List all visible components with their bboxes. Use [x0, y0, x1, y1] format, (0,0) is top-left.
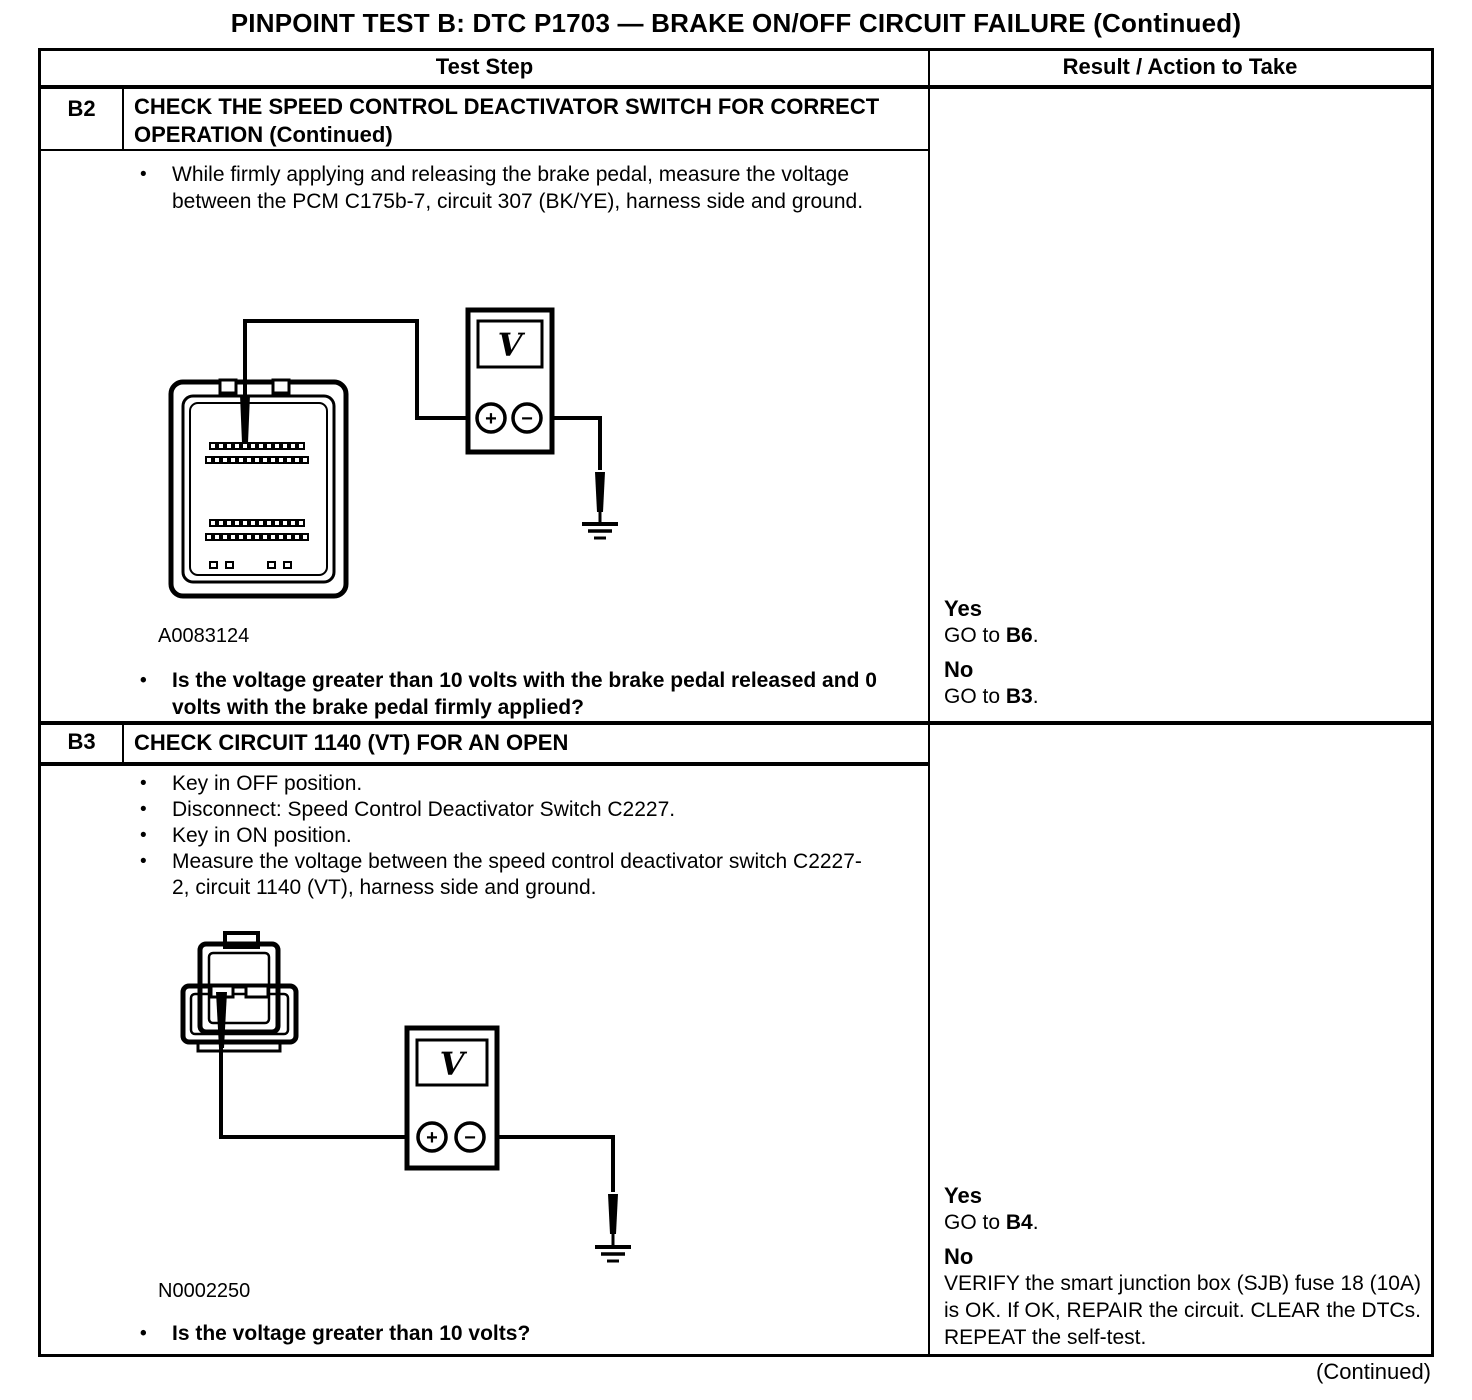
voltmeter-icon	[468, 310, 552, 452]
row-separator	[38, 721, 1431, 725]
svg-text:−: −	[464, 1127, 476, 1149]
voltmeter-icon	[407, 1028, 497, 1168]
b3-wiring-diagram	[180, 930, 640, 1275]
list-item: • Key in OFF position.	[140, 771, 900, 797]
list-item: • Disconnect: Speed Control Deactivator Switch C2227.	[140, 797, 900, 823]
list-item: • Measure the voltage between the speed control deactivator switch C2227-2, circuit 1140 (VT), harness side and ground.	[140, 849, 900, 901]
column-divider	[928, 48, 930, 1354]
list-item: • Key in ON position.	[140, 823, 900, 849]
pcm-pins	[206, 443, 308, 568]
no-action: GO to B3.	[944, 685, 1039, 708]
step-title-b2: CHECK THE SPEED CONTROL DEACTIVATOR SWITCH FOR CORRECT OPERATION (Continued)	[134, 94, 880, 147]
svg-text:−: −	[521, 408, 533, 430]
b3-instructions	[140, 771, 900, 901]
b2-title-rule	[41, 149, 928, 151]
ground-icon	[595, 1234, 631, 1261]
b3-result-cell	[944, 1182, 1428, 1351]
header-rule	[38, 85, 1431, 89]
test-step-header: Test Step	[435, 54, 534, 79]
step-id-b3: B3	[67, 729, 96, 754]
question-text: • Is the voltage greater than 10 volts with the brake pedal released and 0 volts with the brake pedal firmly applied?	[140, 667, 910, 721]
b2-question	[140, 667, 910, 721]
b3-title-rule	[41, 762, 928, 766]
page-title: PINPOINT TEST B: DTC P1703 — BRAKE ON/OFF CIRCUIT FAILURE (Continued)	[230, 8, 1242, 38]
figure-label-b3: N0002250	[158, 1280, 251, 1302]
svg-text:+: +	[426, 1127, 438, 1149]
svg-text:V: V	[439, 1045, 465, 1083]
figure-label-b2: A0083124	[158, 625, 250, 647]
b2-result-cell	[944, 595, 1424, 710]
b2-id-divider	[122, 89, 124, 149]
test-probe	[240, 395, 250, 443]
no-label: No	[944, 1244, 974, 1269]
step-title-b3: CHECK CIRCUIT 1140 (VT) FOR AN OPEN	[134, 730, 569, 755]
test-probe	[595, 472, 605, 512]
no-label: No	[944, 657, 974, 682]
yes-action: GO to B6.	[944, 624, 1039, 647]
pcm-connector	[171, 380, 346, 596]
b2-instructions	[140, 161, 885, 215]
svg-text:V: V	[497, 326, 523, 364]
b2-wiring-diagram	[168, 300, 620, 622]
yes-action: GO to B4.	[944, 1211, 1039, 1234]
svg-text:+: +	[485, 408, 497, 430]
result-action-header: Result / Action to Take	[1062, 54, 1298, 79]
b3-question	[140, 1320, 840, 1347]
test-probe	[608, 1194, 618, 1234]
no-action: VERIFY the smart junction box (SJB) fuse 18 (10A) is OK. If OK, REPAIR the circuit. CLEAR the DTCs. REPEAT the self-test.	[944, 1272, 1421, 1349]
bullet-text: • While firmly applying and releasing the brake pedal, measure the voltage between the PCM C175b-7, circuit 307 (BK/YE), harness side and ground.	[172, 163, 864, 213]
yes-label: Yes	[944, 1183, 982, 1208]
list-item	[140, 161, 885, 215]
continued-note: (Continued)	[1316, 1359, 1431, 1384]
ground-icon	[582, 512, 618, 538]
question-text: • Is the voltage greater than 10 volts?	[140, 1320, 840, 1347]
yes-label: Yes	[944, 596, 982, 621]
b3-id-divider	[122, 725, 124, 762]
step-id-b2: B2	[67, 96, 96, 121]
switch-connector	[183, 933, 296, 1051]
